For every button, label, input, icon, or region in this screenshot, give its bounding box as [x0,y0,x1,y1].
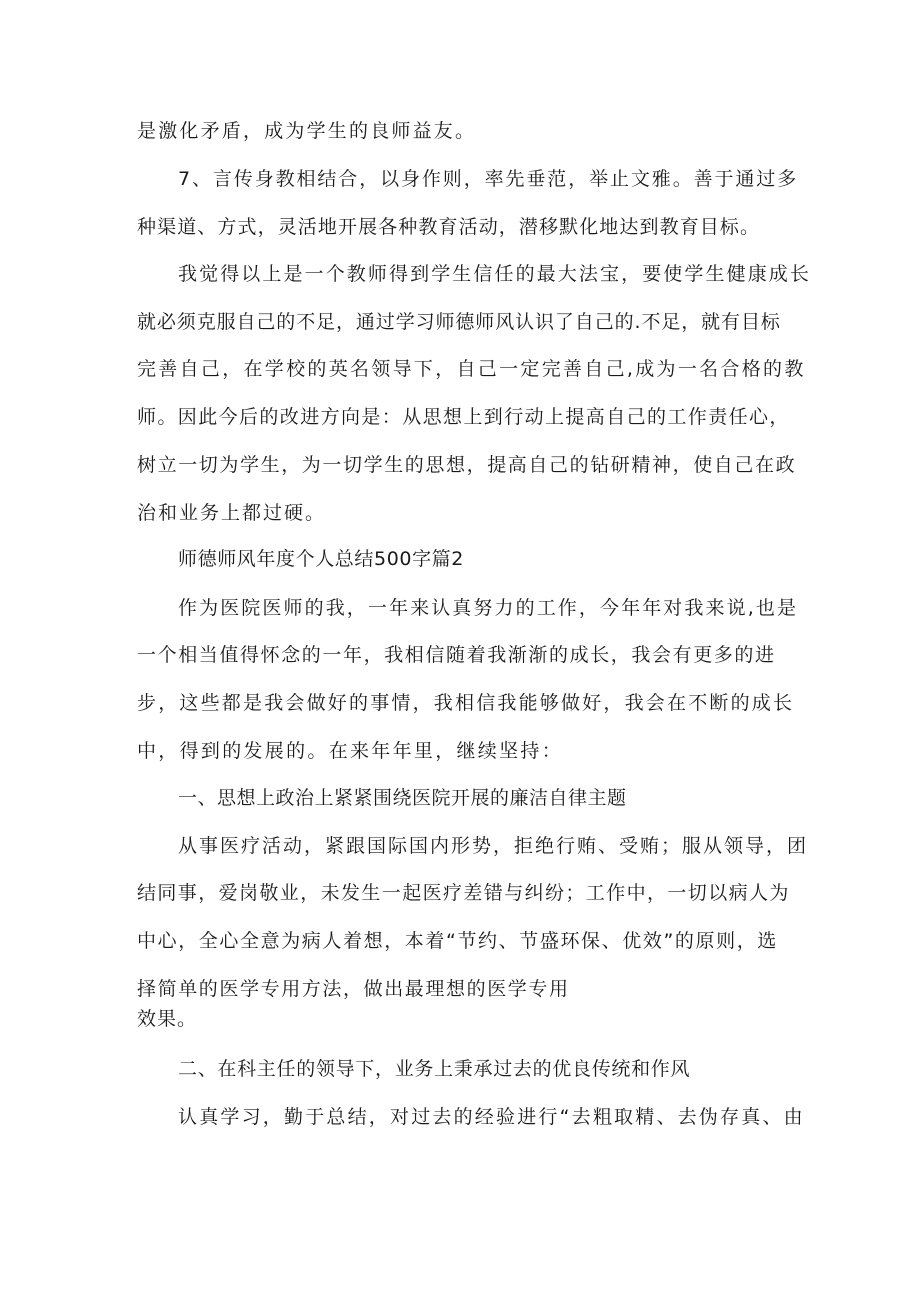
section-heading: 师德师风年度个人总结500字篇2 [178,548,464,570]
text-line: 一个相当值得怀念的一年，我相信随着我渐渐的成长，我会有更多的进 [137,644,776,666]
text-line: 树立一切为学生，为一切学生的思想，提高自己的钻研精神，使自己在政 [137,454,797,476]
text-line: 结同事，爱岗敬业，未发生一起医疗差错与纠纷；工作中，一切以病人为 [137,882,790,904]
text-line: 师。因此今后的改进方向是：从思想上到行动上提高自己的工作责任心， [137,406,790,428]
text-line: 步，这些都是我会做好的事情，我相信我能够做好，我会在不断的成长 [137,692,795,714]
text-line: 中，得到的发展的。在来年年里，继续坚持： [137,740,564,762]
text-line: 择简单的医学专用方法，做出最理想的医学专用 [137,978,570,1000]
text-line: 完善自己，在学校的英名领导下，自己一定完善自己,成为一名合格的教 [137,358,806,380]
text-line: 就必须克服自己的不足，通过学习师德师风认识了自己的.不足，就有目标 [137,311,781,333]
text-line: 是激化矛盾，成为学生的良师益友。 [137,120,477,142]
text-line: 认真学习，勤于总结，对过去的经验进行“去粗取精、去伪存真、由 [178,1106,805,1128]
text-line: 种渠道、方式，灵活地开展各种教育活动，潜移默化地达到教育目标。 [137,216,761,238]
subheading: 二、在科主任的领导下，业务上秉承过去的优良传统和作风 [178,1058,691,1080]
text-line: 7、言传身教相结合，以身作则，率先垂范，举止文雅。善于通过多 [178,168,799,190]
text-line: 效果。 [137,1008,198,1030]
text-line: 从事医疗活动，紧跟国际国内形势，拒绝行贿、受贿；服从领导，团 [178,835,809,857]
text-line: 我觉得以上是一个教师得到学生信任的最大法宝，要使学生健康成长 [178,263,812,285]
subheading: 一、思想上政治上紧紧围绕医院开展的廉洁自律主题 [178,787,627,809]
text-line: 作为医院医师的我，一年来认真努力的工作，今年年对我来说,也是 [178,597,799,619]
text-line: 中心，全心全意为病人着想，本着“节约、节盛环保、优效”的原则，选 [137,930,778,952]
text-line: 治和业务上都过硬。 [137,502,327,524]
